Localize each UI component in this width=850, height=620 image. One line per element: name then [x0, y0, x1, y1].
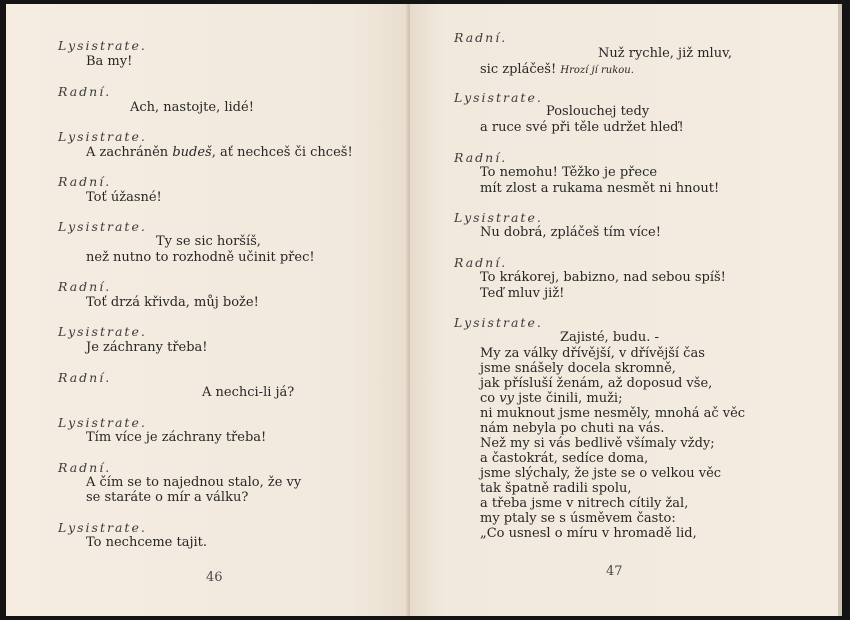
verse-line: Zajisté, budu. - [560, 330, 659, 345]
verse-line: jsme slýchaly, že jste se o velkou věc [480, 466, 722, 481]
verse-line: než nutno to rozhodně učinit přec! [86, 250, 315, 265]
book-spread [6, 4, 842, 616]
verse-line: Poslouchej tedy [546, 104, 650, 119]
emphasis-text: vy [499, 391, 514, 406]
verse-line: Toť úžasné! [86, 190, 162, 205]
right-page [410, 4, 838, 616]
verse-text: A zachráněn [86, 145, 173, 160]
verse-line: ni muknout jsme nesměly, mnohá ač věc [480, 406, 746, 421]
verse-text: co [480, 391, 500, 406]
verse-line: Ty se sic horšíš, [156, 234, 261, 249]
verse-text: jste činili, muži; [513, 391, 623, 406]
verse-line: Nuž rychle, již mluv, [598, 46, 733, 61]
verse-line [480, 391, 622, 406]
speaker-name: Radní. [454, 30, 508, 45]
speaker-name: Radní. [454, 150, 508, 165]
verse-line: my ptaly se s úsměvem často: [480, 511, 676, 526]
verse-line [480, 62, 634, 77]
speaker-name: Radní. [58, 460, 112, 475]
speaker-name: Radní. [58, 84, 112, 99]
page-edge [838, 4, 842, 616]
speaker-name: Radní. [454, 255, 508, 270]
verse-line: Než my si vás bedlivě všímaly vždy; [480, 436, 715, 451]
page-number: 46 [206, 570, 223, 585]
verse-line: To krákorej, babizno, nad sebou spíš! [480, 270, 726, 285]
verse-line: a častokrát, sedíce doma, [480, 451, 649, 466]
verse-line: Ba my! [86, 54, 133, 69]
verse-line: Ach, nastojte, lidé! [130, 100, 254, 115]
verse-line: Je záchrany třeba! [86, 340, 208, 355]
emphasis-text: budeš [172, 145, 212, 160]
verse-line: tak špatně radili spolu, [480, 481, 632, 496]
verse-line: My za války dřívější, v dřívější čas [480, 346, 705, 361]
verse-text: , ať nechceš či chceš! [211, 145, 353, 160]
verse-line: „Co usnesl o míru v hromadě lid, [480, 526, 697, 541]
speaker-name: Lysistrate. [454, 90, 543, 105]
left-page [6, 4, 410, 616]
verse-line: a třeba jsme v nitrech cítily žal, [480, 496, 689, 511]
speaker-name: Radní. [58, 370, 112, 385]
verse-line: se staráte o mír a válku? [86, 490, 249, 505]
speaker-name: Lysistrate. [58, 415, 147, 430]
speaker-name: Lysistrate. [58, 324, 147, 339]
stage-direction: Hrozí jí rukou. [560, 65, 634, 76]
verse-line: jak přísluší ženám, až doposud vše, [480, 376, 713, 391]
verse-line: To nemohu! Těžko je přece [480, 165, 658, 180]
verse-line: A nechci-li já? [202, 385, 295, 400]
verse-line: Teď mluv již! [480, 286, 565, 301]
verse-line: To nechceme tajit. [86, 535, 207, 550]
speaker-name: Lysistrate. [58, 38, 147, 53]
verse-line: Tím více je záchrany třeba! [86, 430, 267, 445]
speaker-name: Radní. [58, 279, 112, 294]
verse-line: a ruce své při těle udržet hleď! [480, 120, 684, 135]
verse-line: A čím se to najednou stalo, že vy [86, 475, 302, 490]
verse-line: Toť drzá křivda, můj bože! [86, 295, 259, 310]
speaker-name: Lysistrate. [454, 315, 543, 330]
speaker-name: Lysistrate. [58, 520, 147, 535]
verse-line: mít zlost a rukama nesmět ni hnout! [480, 181, 720, 196]
speaker-name: Lysistrate. [454, 210, 543, 225]
speaker-name: Lysistrate. [58, 129, 147, 144]
verse-line: jsme snášely docela skromně, [480, 361, 676, 376]
verse-line: nám nebyla po chuti na vás. [480, 421, 665, 436]
verse-line [86, 145, 353, 160]
page-number: 47 [606, 564, 623, 579]
verse-text: sic zpláčeš! [480, 62, 557, 77]
speaker-name: Radní. [58, 174, 112, 189]
speaker-name: Lysistrate. [58, 219, 147, 234]
verse-line: Nu dobrá, zpláčeš tím více! [480, 225, 661, 240]
